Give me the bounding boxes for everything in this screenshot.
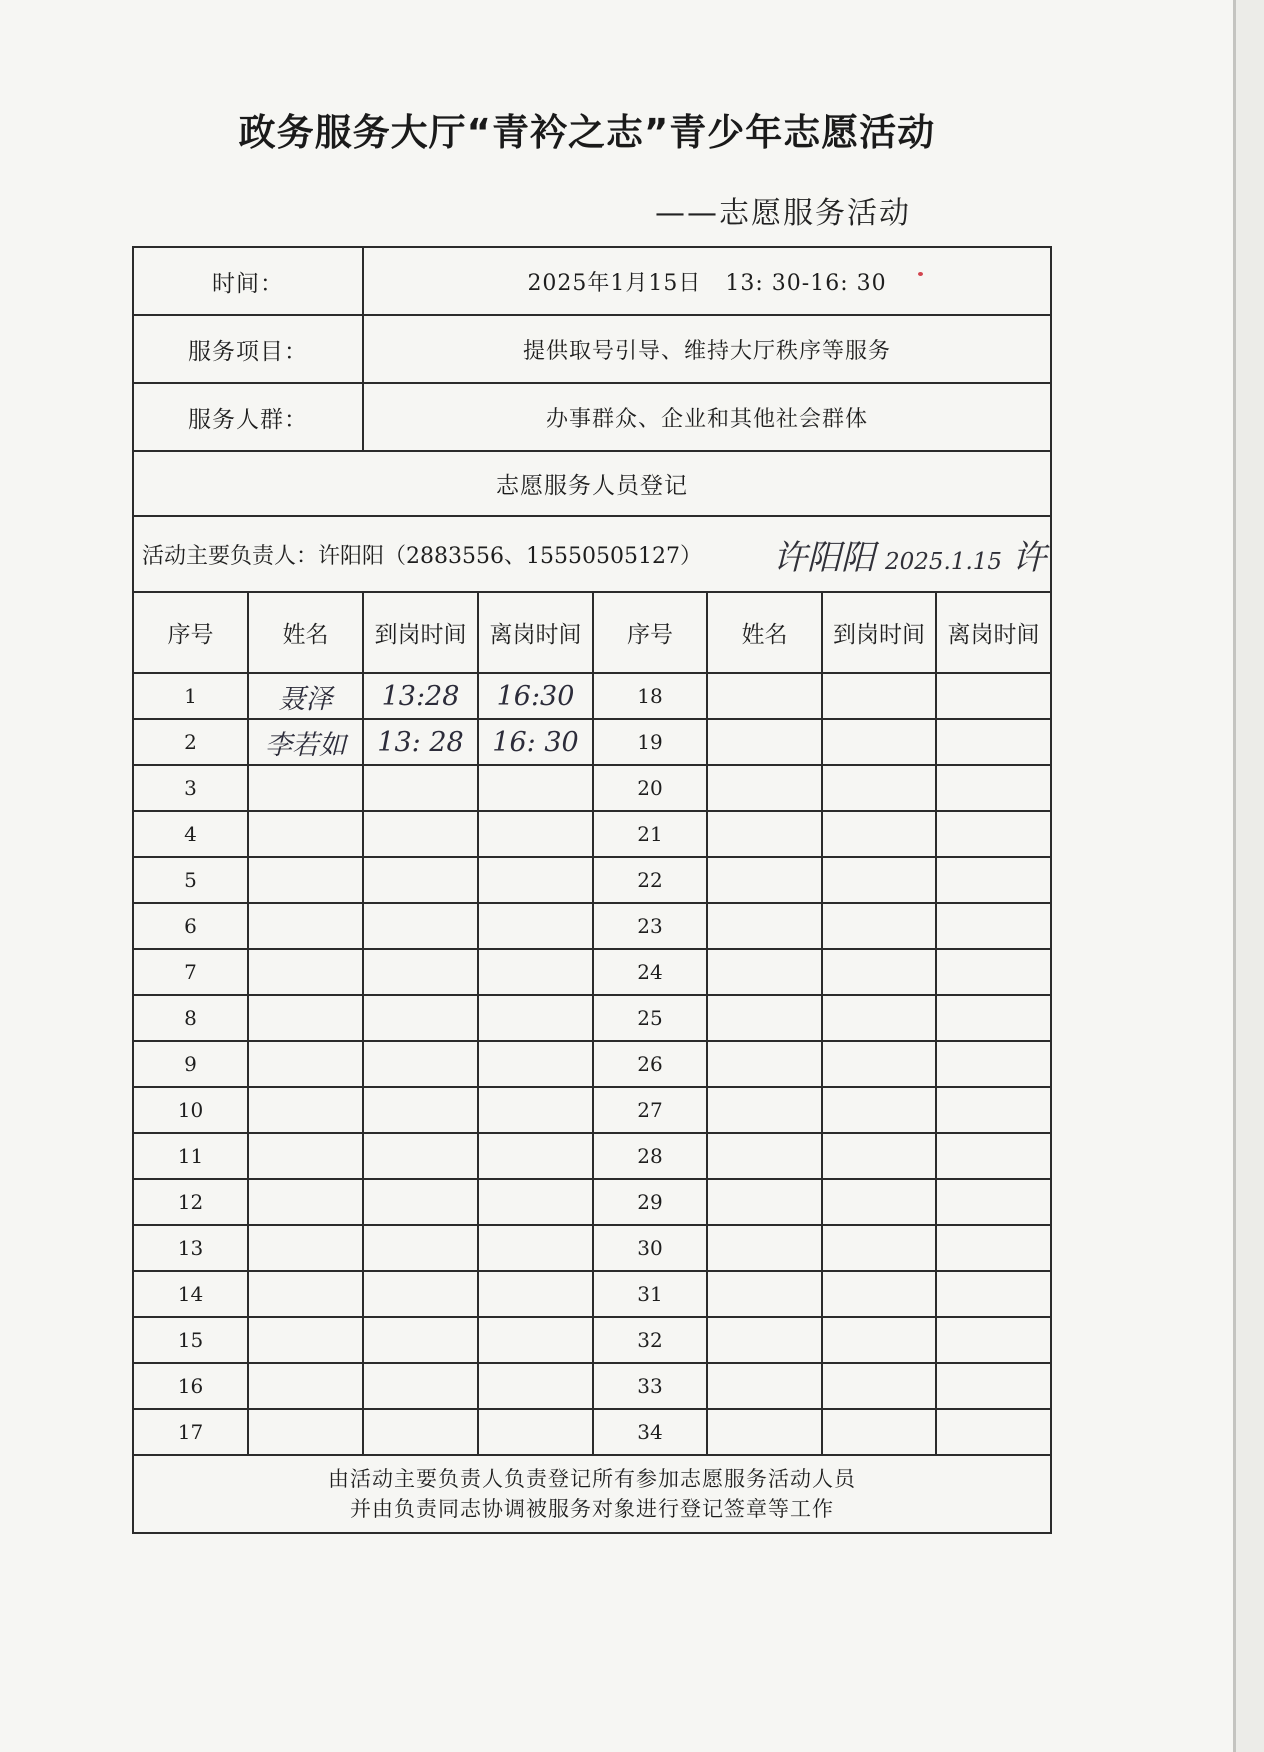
roster-row (133, 1133, 1051, 1179)
roster-row (133, 1179, 1051, 1225)
header-departure-time: 离岗时间 (936, 592, 1051, 673)
arrival-time-cell (363, 1133, 478, 1179)
seq-number-cell: 23 (593, 903, 707, 949)
seq-number-cell: 11 (133, 1133, 248, 1179)
seq-number-cell: 27 (593, 1087, 707, 1133)
roster-body (133, 673, 1051, 1455)
header-seq: 序号 (133, 592, 248, 673)
seq-number-cell: 20 (593, 765, 707, 811)
roster-row (133, 1409, 1051, 1455)
departure-time-cell (936, 719, 1051, 765)
departure-time-cell: 16:30 (478, 673, 593, 719)
departure-time-cell (478, 1041, 593, 1087)
departure-time-cell: 16: 30 (478, 719, 593, 765)
arrival-time-cell (363, 1179, 478, 1225)
departure-time-cell (936, 765, 1051, 811)
departure-time-cell (936, 1363, 1051, 1409)
name-cell (707, 995, 822, 1041)
name-cell (707, 719, 822, 765)
name-cell (248, 1133, 363, 1179)
arrival-time-cell (822, 1363, 936, 1409)
name-cell (707, 811, 822, 857)
arrival-time-cell (363, 811, 478, 857)
red-ink-speck (918, 272, 923, 276)
name-cell (248, 1271, 363, 1317)
name-cell (248, 1409, 363, 1455)
header-departure-time: 离岗时间 (478, 592, 593, 673)
arrival-time-cell (822, 1271, 936, 1317)
roster-row (133, 1225, 1051, 1271)
departure-time-cell (478, 995, 593, 1041)
departure-time-cell (478, 1409, 593, 1455)
leader-info (142, 539, 702, 570)
roster-row (133, 1363, 1051, 1409)
arrival-time-cell (822, 811, 936, 857)
arrival-time-cell (822, 1317, 936, 1363)
departure-time-cell (478, 811, 593, 857)
seq-number-cell: 30 (593, 1225, 707, 1271)
arrival-time-cell (363, 995, 478, 1041)
departure-time-cell (936, 673, 1051, 719)
roster-row (133, 1041, 1051, 1087)
arrival-time-cell (822, 995, 936, 1041)
roster-row (133, 949, 1051, 995)
arrival-time-cell: 13: 28 (363, 719, 478, 765)
document-subtitle: ——志愿服务活动 (655, 196, 911, 231)
arrival-time-cell (822, 903, 936, 949)
name-cell (707, 673, 822, 719)
arrival-time-cell (822, 949, 936, 995)
arrival-time-cell (822, 673, 936, 719)
roster-row (133, 1317, 1051, 1363)
departure-time-cell (936, 995, 1051, 1041)
name-cell (248, 1363, 363, 1409)
seq-number-cell: 33 (593, 1363, 707, 1409)
document-title: 政务服务大厅“青衿之志”青少年志愿活动 (238, 111, 936, 154)
seq-number-cell: 12 (133, 1179, 248, 1225)
departure-time-cell (478, 1317, 593, 1363)
leader-name-phone: 许阳阳（2883556、15550505127） (318, 543, 702, 569)
name-cell (248, 1179, 363, 1225)
name-cell (707, 1363, 822, 1409)
departure-time-cell (478, 857, 593, 903)
seq-number-cell: 21 (593, 811, 707, 857)
name-cell (248, 1225, 363, 1271)
departure-time-cell (936, 949, 1051, 995)
time-value-text: 2025年1月15日 13: 30-16: 30 (527, 270, 887, 296)
name-cell (707, 949, 822, 995)
signature-name: 许阳阳 (773, 537, 875, 578)
seq-number-cell: 25 (593, 995, 707, 1041)
handwritten-signature (773, 530, 1046, 579)
name-cell (707, 1041, 822, 1087)
roster-row (133, 811, 1051, 857)
leader-row (133, 516, 1051, 592)
seq-number-cell: 2 (133, 719, 248, 765)
arrival-time-cell (363, 1271, 478, 1317)
seq-number-cell: 15 (133, 1317, 248, 1363)
service-label (133, 315, 363, 383)
roster-row (133, 903, 1051, 949)
info-section (133, 247, 1051, 673)
departure-time-cell (478, 1225, 593, 1271)
seq-number-cell: 8 (133, 995, 248, 1041)
roster-row (133, 1271, 1051, 1317)
name-cell (707, 1317, 822, 1363)
departure-time-cell (478, 1271, 593, 1317)
departure-time-cell (936, 1087, 1051, 1133)
service-value (363, 315, 1051, 383)
footer-line-2: 并由负责同志协调被服务对象进行登记签章等工作 (350, 1497, 835, 1521)
seq-number-cell: 28 (593, 1133, 707, 1179)
time-row (133, 247, 1051, 315)
departure-time-cell (936, 857, 1051, 903)
roster-row (133, 765, 1051, 811)
scan-shadow (1236, 0, 1264, 1752)
seq-number-cell: 17 (133, 1409, 248, 1455)
roster-row (133, 857, 1051, 903)
scan-edge-line (1233, 0, 1236, 1752)
name-cell (707, 1271, 822, 1317)
departure-time-cell (936, 1409, 1051, 1455)
seq-number-cell: 9 (133, 1041, 248, 1087)
name-cell (707, 903, 822, 949)
roster-row (133, 719, 1051, 765)
seq-number-cell: 22 (593, 857, 707, 903)
arrival-time-cell (363, 1409, 478, 1455)
leader-cell (133, 516, 1051, 592)
registration-heading (133, 451, 1051, 516)
seq-number-cell: 4 (133, 811, 248, 857)
time-value (363, 247, 1051, 315)
leader-wrap (134, 517, 1050, 591)
seq-number-cell: 18 (593, 673, 707, 719)
name-cell (707, 765, 822, 811)
service-label-text: 服务项目： (188, 338, 308, 365)
service-row (133, 315, 1051, 383)
name-cell (248, 903, 363, 949)
departure-time-cell (478, 1179, 593, 1225)
name-cell (707, 857, 822, 903)
name-cell (248, 811, 363, 857)
seq-number-cell: 32 (593, 1317, 707, 1363)
departure-time-cell (936, 1041, 1051, 1087)
name-cell (248, 765, 363, 811)
arrival-time-cell (363, 857, 478, 903)
name-cell (707, 1225, 822, 1271)
roster-row (133, 995, 1051, 1041)
time-label-text: 时间： (212, 270, 284, 297)
name-cell (248, 1041, 363, 1087)
departure-time-cell (478, 1133, 593, 1179)
departure-time-cell (936, 1317, 1051, 1363)
departure-time-cell (936, 811, 1051, 857)
seq-number-cell: 13 (133, 1225, 248, 1271)
arrival-time-cell (363, 1363, 478, 1409)
departure-time-cell (478, 1087, 593, 1133)
name-cell: 聂泽 (248, 673, 363, 719)
arrival-time-cell (363, 949, 478, 995)
seq-number-cell: 10 (133, 1087, 248, 1133)
departure-time-cell (936, 1179, 1051, 1225)
arrival-time-cell: 13:28 (363, 673, 478, 719)
arrival-time-cell (363, 1317, 478, 1363)
seq-number-cell: 3 (133, 765, 248, 811)
arrival-time-cell (363, 1087, 478, 1133)
header-arrival-time: 到岗时间 (363, 592, 478, 673)
name-cell (248, 1087, 363, 1133)
crowd-label-text: 服务人群： (188, 406, 308, 433)
name-cell (248, 995, 363, 1041)
name-cell (707, 1179, 822, 1225)
leader-label: 活动主要负责人： (142, 543, 319, 569)
seq-number-cell: 19 (593, 719, 707, 765)
header-name: 姓名 (248, 592, 363, 673)
departure-time-cell (478, 765, 593, 811)
arrival-time-cell (363, 765, 478, 811)
departure-time-cell (936, 903, 1051, 949)
arrival-time-cell (363, 1225, 478, 1271)
arrival-time-cell (822, 1179, 936, 1225)
departure-time-cell (936, 1271, 1051, 1317)
arrival-time-cell (822, 1087, 936, 1133)
signature-mark: 许 (1012, 537, 1047, 578)
roster-header-row (133, 592, 1051, 673)
footer-line-1: 由活动主要负责人负责登记所有参加志愿服务活动人员 (328, 1467, 857, 1491)
name-cell (248, 949, 363, 995)
arrival-time-cell (822, 1409, 936, 1455)
arrival-time-cell (822, 765, 936, 811)
arrival-time-cell (822, 1133, 936, 1179)
name-cell (248, 1317, 363, 1363)
arrival-time-cell (363, 1041, 478, 1087)
seq-number-cell: 14 (133, 1271, 248, 1317)
crowd-row (133, 383, 1051, 451)
seq-number-cell: 5 (133, 857, 248, 903)
crowd-label (133, 383, 363, 451)
registration-heading-row (133, 451, 1051, 516)
arrival-time-cell (822, 1041, 936, 1087)
arrival-time-cell (822, 857, 936, 903)
seq-number-cell: 7 (133, 949, 248, 995)
name-cell (707, 1409, 822, 1455)
service-value-text: 提供取号引导、维持大厅秩序等服务 (523, 338, 892, 364)
arrival-time-cell (363, 903, 478, 949)
header-name: 姓名 (707, 592, 822, 673)
seq-number-cell: 1 (133, 673, 248, 719)
roster-row (133, 1087, 1051, 1133)
departure-time-cell (478, 1363, 593, 1409)
arrival-time-cell (822, 719, 936, 765)
name-cell: 李若如 (248, 719, 363, 765)
name-cell (707, 1133, 822, 1179)
seq-number-cell: 6 (133, 903, 248, 949)
seq-number-cell: 24 (593, 949, 707, 995)
signature-date: 2025.1.15 (885, 548, 1003, 575)
registration-heading-text: 志愿服务人员登记 (496, 473, 689, 499)
header-arrival-time: 到岗时间 (822, 592, 936, 673)
seq-number-cell: 29 (593, 1179, 707, 1225)
name-cell (707, 1087, 822, 1133)
seq-number-cell: 31 (593, 1271, 707, 1317)
departure-time-cell (936, 1133, 1051, 1179)
seq-number-cell: 34 (593, 1409, 707, 1455)
crowd-value (363, 383, 1051, 451)
roster-row (133, 673, 1051, 719)
crowd-value-text: 办事群众、企业和其他社会群体 (546, 406, 869, 432)
time-label (133, 247, 363, 315)
footer-section (133, 1455, 1051, 1533)
volunteer-registration-form (132, 246, 1052, 1534)
departure-time-cell (478, 949, 593, 995)
header-seq: 序号 (593, 592, 707, 673)
departure-time-cell (936, 1225, 1051, 1271)
footer-row (133, 1455, 1051, 1533)
name-cell (248, 857, 363, 903)
seq-number-cell: 16 (133, 1363, 248, 1409)
footer-note (133, 1455, 1051, 1533)
arrival-time-cell (822, 1225, 936, 1271)
departure-time-cell (478, 903, 593, 949)
seq-number-cell: 26 (593, 1041, 707, 1087)
